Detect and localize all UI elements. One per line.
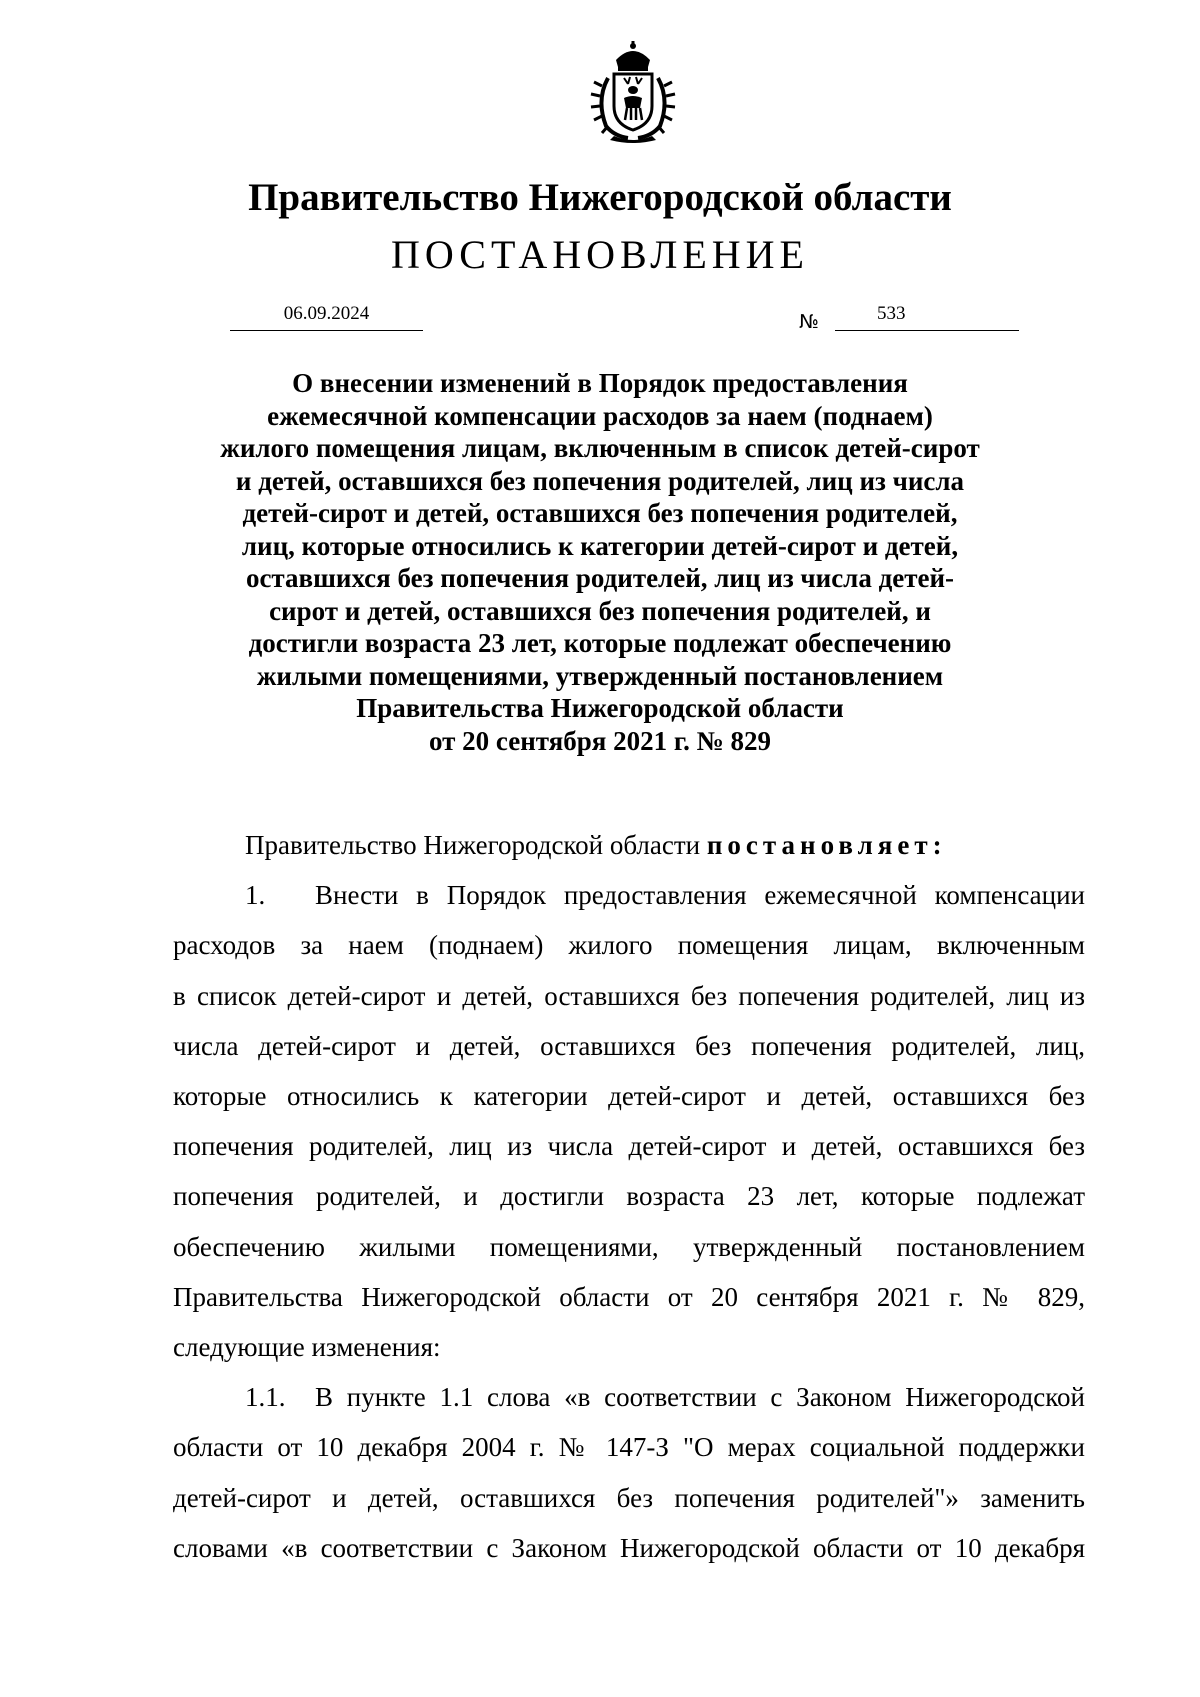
paragraph-line: в список детей-сирот и детей, оставшихся без попечения родителей, лиц из <box>173 980 1085 1011</box>
number-label: № <box>799 311 819 333</box>
document-body <box>173 820 1085 1573</box>
paragraph-line: расходов за наем (поднаем) жилого помещения лицам, включенным <box>173 930 1085 961</box>
document-date-field <box>230 302 423 331</box>
paragraph-line: попечения родителей, лиц из числа детей-сирот и детей, оставшихся без <box>173 1131 1085 1162</box>
item-text: В пункте 1.1 слова «в соответствии с Законом Нижегородской <box>315 1382 1085 1413</box>
document-date: 06.09.2024 <box>283 303 370 324</box>
paragraph-line: обеспечению жилыми помещениями, утвержденный постановлением <box>173 1231 1085 1262</box>
organization-heading: Правительство Нижегородской области <box>248 176 952 219</box>
title-line: от 20 сентября 2021 г. № 829 <box>429 725 771 756</box>
title-line: ежемесячной компенсации расходов за наем (поднаем) <box>267 400 933 431</box>
paragraph-line: словами «в соответствии с Законом Нижегородской области от 10 декабря <box>173 1532 1085 1563</box>
paragraph-line: которые относились к категории детей-сирот и детей, оставшихся без <box>173 1081 1085 1112</box>
paragraph-line: числа детей-сирот и детей, оставшихся без попечения родителей, лиц, <box>173 1030 1085 1061</box>
title-line: детей-сирот и детей, оставшихся без попечения родителей, <box>242 498 958 528</box>
paragraph-line <box>173 870 1085 920</box>
title-line: жилыми помещениями, утвержденный постановлением <box>256 660 944 691</box>
paragraph-line: попечения родителей, и достигли возраста 23 лет, которые подлежат <box>173 1181 1085 1212</box>
title-line: лиц, которые относились к категории детей-сирот и детей, <box>241 530 959 561</box>
document-type-heading: ПОСТАНОВЛЕНИЕ <box>391 232 809 277</box>
title-line: оставшихся без попечения родителей, лиц из числа детей- <box>245 563 955 593</box>
document-number: 533 <box>877 303 906 324</box>
paragraph-line: следующие изменения: <box>173 1332 441 1363</box>
document-number-field <box>835 302 1019 331</box>
paragraph-line: детей-сирот и детей, оставшихся без попечения родителей"» заменить <box>173 1482 1085 1513</box>
item-number: 1. <box>245 880 266 911</box>
item-text: Внести в Порядок предоставления ежемесячной компенсации <box>315 880 1085 911</box>
paragraph-line: области от 10 декабря 2004 г. № 147-З "О мерах социальной поддержки <box>173 1432 1085 1463</box>
title-line: достигли возраста 23 лет, которые подлежат обеспечению <box>248 628 952 658</box>
title-line: жилого помещения лицам, включенным в список детей-сирот <box>220 433 980 463</box>
title-line: О внесении изменений в Порядок предоставления <box>292 368 908 398</box>
preamble-text: Правительство Нижегородской области <box>245 830 707 860</box>
decree-word: постановляет: <box>706 830 947 860</box>
title-line: Правительства Нижегородской области <box>356 693 844 723</box>
preamble <box>173 820 1085 870</box>
title-line: и детей, оставшихся без попечения родителей, лиц из числа <box>235 465 965 496</box>
paragraph-line: Правительства Нижегородской области от 20 сентября 2021 г. № 829, <box>173 1281 1085 1312</box>
coat-of-arms-emblem <box>578 40 688 144</box>
item-number: 1.1. <box>245 1382 286 1413</box>
title-line: сирот и детей, оставшихся без попечения родителей, и <box>269 595 931 626</box>
document-title <box>200 367 1000 757</box>
paragraph-line <box>173 1372 1085 1422</box>
